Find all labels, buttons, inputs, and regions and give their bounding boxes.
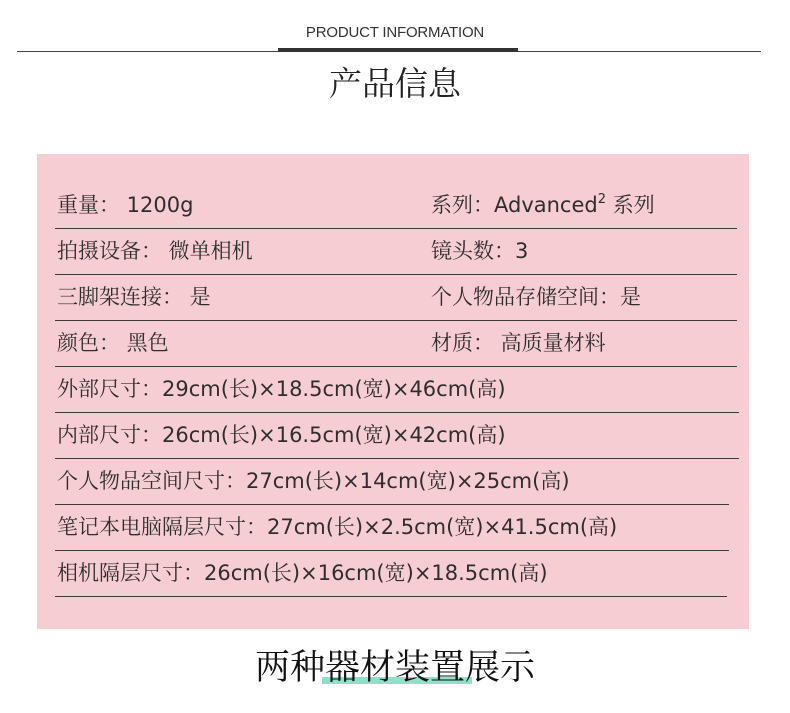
color-text: 颜色： 黑色 — [57, 331, 169, 355]
lens-count-text: 镜头数：3 — [431, 239, 529, 263]
series-label: 系列：Advanced — [431, 193, 598, 217]
weight-text: 重量： 1200g — [57, 193, 194, 217]
page-title: 产品信息 — [329, 64, 461, 103]
info-row-device-lens — [55, 228, 737, 275]
outer-size-text: 外部尺寸：29cm(长)×18.5cm(宽)×46cm(高) — [57, 377, 506, 401]
info-row-inner-size — [55, 412, 739, 459]
device-text: 拍摄设备： 微单相机 — [57, 239, 253, 263]
header-english-title: PRODUCT INFORMATION — [305, 24, 485, 41]
series-superscript: 2 — [597, 192, 607, 207]
info-row-camera-compartment — [55, 550, 727, 597]
info-row-tripod-storage — [55, 274, 737, 321]
personal-space-text: 个人物品空间尺寸：27cm(长)×14cm(宽)×25cm(高) — [57, 469, 570, 493]
series-suffix: 系列 — [606, 193, 655, 217]
storage-text: 个人物品存储空间：是 — [431, 285, 641, 309]
series-text — [431, 182, 655, 228]
inner-size-text: 内部尺寸：26cm(长)×16.5cm(宽)×42cm(高) — [57, 423, 506, 447]
info-row-outer-size — [55, 366, 739, 413]
product-info-panel — [37, 154, 749, 629]
tripod-text: 三脚架连接： 是 — [57, 285, 211, 309]
info-row-personal-space — [55, 458, 729, 505]
material-text: 材质： 高质量材料 — [431, 331, 606, 355]
info-row-weight-series — [55, 182, 737, 229]
laptop-compartment-text: 笔记本电脑隔层尺寸：27cm(长)×2.5cm(宽)×41.5cm(高) — [57, 515, 618, 539]
info-row-laptop-compartment — [55, 504, 729, 551]
camera-compartment-text: 相机隔层尺寸：26cm(长)×16cm(宽)×18.5cm(高) — [57, 561, 548, 585]
header-accent-bar — [278, 48, 518, 52]
section-title: 两种器材装置展示 — [254, 648, 535, 688]
info-row-color-material — [55, 320, 737, 367]
